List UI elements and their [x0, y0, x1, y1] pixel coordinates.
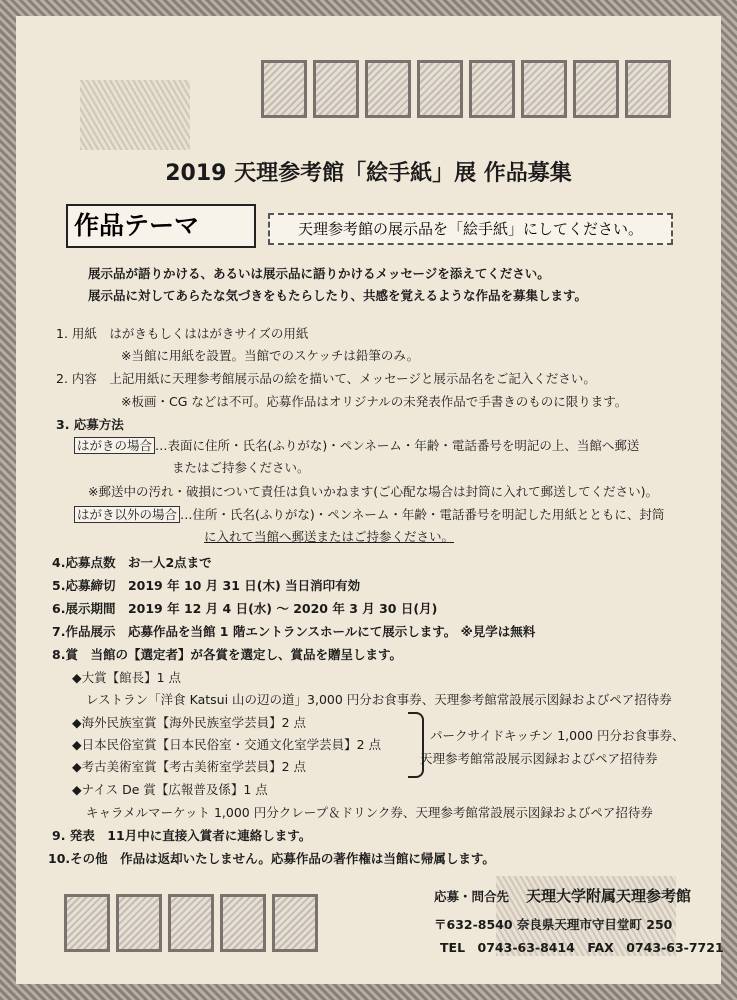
intro-line-1: 展示品が語りかける、あるいは展示品に語りかけるメッセージを添えてください。 — [88, 266, 550, 281]
stamp-icon — [625, 60, 671, 118]
award-ethno: ◆海外民族室賞【海外民族室学芸員】2 点 — [72, 715, 307, 730]
stamp-icon — [417, 60, 463, 118]
postcard-label: はがきの場合 — [74, 437, 155, 454]
stamp-icon — [365, 60, 411, 118]
award-grand-prize: レストラン「洋食 Katsui 山の辺の道」3,000 円分お食事券、天理参考館常設展示図録およびペア招待券 — [86, 692, 672, 707]
contact-tel: TEL 0743-63-8414 FAX 0743-63-7721 — [440, 940, 724, 955]
stamp-icon — [64, 894, 110, 952]
mail-note: ※郵送中の汚れ・破損について責任は負いかねます(ご心配な場合は封筒に入れて郵送してください)。 — [88, 484, 658, 499]
stamp-icon — [261, 60, 307, 118]
contact-label: 応募・問合先 — [434, 889, 510, 904]
award-nice-prize: キャラメルマーケット 1,000 円分クレープ＆ドリンク券、天理参考館常設展示図録およびペア招待券 — [86, 805, 653, 820]
room-prize-1: パークサイドキッチン 1,000 円分お食事券、 — [430, 728, 685, 743]
award-nice: ◆ナイス De 賞【広報普及係】1 点 — [72, 782, 268, 797]
poster-paper — [16, 16, 724, 984]
postcard-row-1 — [74, 436, 639, 454]
theme-desc: 天理参考館の展示品を「絵手紙」にしてください。 — [268, 213, 673, 245]
stamp-icon — [573, 60, 619, 118]
other-text-1: …住所・氏名(ふりがな)・ペンネーム・年齢・電話番号を明記した用紙とともに、封筒 — [180, 507, 665, 522]
stamp-icon — [521, 60, 567, 118]
theme-label: 作品テーマ — [66, 204, 256, 248]
item-count: 4.応募点数 お一人2点まで — [52, 555, 212, 570]
item-announce: 9. 発表 11月中に直接入賞者に連絡します。 — [52, 828, 312, 843]
award-archae: ◆考古美術室賞【考古美術室学芸員】2 点 — [72, 759, 307, 774]
item-display: 7.作品展示 応募作品を当館 1 階エントランスホールにて展示します。 ※見学は無料 — [52, 624, 536, 639]
brace-icon — [408, 712, 424, 778]
other-text-2: に入れて当館へ郵送またはご持参ください。 — [204, 529, 455, 544]
award-grand: ◆大賞【館長】1 点 — [72, 670, 182, 685]
other-label: はがき以外の場合 — [74, 506, 180, 523]
postcard-text-1: …表面に住所・氏名(ふりがな)・ペンネーム・年齢・電話番号を明記の上、当館へ郵送 — [155, 438, 640, 453]
other-row-1 — [74, 505, 664, 523]
contact-address: 〒632-8540 奈良県天理市守目堂町 250 — [434, 917, 673, 932]
page-title: 2019 天理参考館「絵手紙」展 作品募集 — [165, 161, 572, 186]
postcard-text-2: またはご持参ください。 — [172, 460, 310, 475]
intro-line-2: 展示品に対してあらたな気づきをもたらしたり、共感を覚えるような作品を募集します。 — [88, 288, 588, 303]
item-method: 3. 応募方法 — [56, 417, 124, 432]
stamp-row-bottom — [64, 894, 318, 952]
item-content: 2. 内容 上記用紙に天理参考館展示品の絵を描いて、メッセージと展示品名をご記入ください。 — [56, 371, 596, 386]
stamp-icon — [168, 894, 214, 952]
decorative-shade-topleft — [80, 80, 190, 150]
item-other: 10.その他 作品は返却いたしません。応募作品の著作権は当館に帰属します。 — [48, 851, 495, 866]
stamp-row-top — [261, 60, 671, 118]
item-deadline: 5.応募締切 2019 年 10 月 31 日(木) 当日消印有効 — [52, 578, 361, 593]
stamp-icon — [313, 60, 359, 118]
item-paper-note: ※当館に用紙を設置。当館でのスケッチは鉛筆のみ。 — [121, 348, 420, 363]
stamp-icon — [220, 894, 266, 952]
contact-org: 天理大学附属天理参考館 — [526, 887, 692, 905]
stamp-icon — [116, 894, 162, 952]
item-award: 8.賞 当館の【選定者】が各賞を選定し、賞品を贈呈します。 — [52, 647, 402, 662]
stamp-icon — [469, 60, 515, 118]
item-content-note: ※板画・CG などは不可。応募作品はオリジナルの未発表作品で手書きのものに限ります。 — [121, 394, 628, 409]
award-japan: ◆日本民俗室賞【日本民俗室・交通文化室学芸員】2 点 — [72, 737, 382, 752]
item-paper: 1. 用紙 はがきもしくははがきサイズの用紙 — [56, 326, 309, 341]
stamp-icon — [272, 894, 318, 952]
room-prize-2: 天理参考館常設展示図録およびペア招待券 — [420, 751, 658, 766]
item-period: 6.展示期間 2019 年 12 月 4 日(水) ～ 2020 年 3 月 30 日(月) — [52, 601, 438, 616]
